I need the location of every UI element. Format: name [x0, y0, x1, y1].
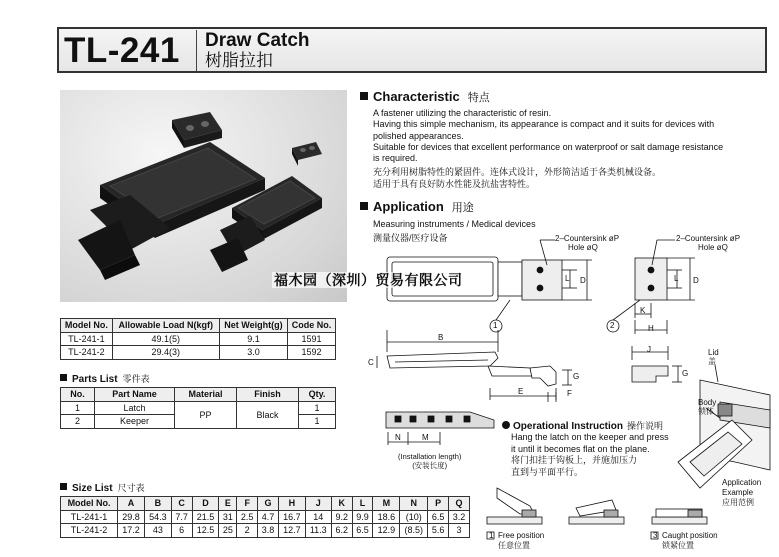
- table-cell: 25: [219, 524, 237, 538]
- part-callout-1-label: 1: [493, 321, 498, 330]
- material-cell: PP: [175, 401, 237, 428]
- table-cell: 12.9: [373, 524, 400, 538]
- dim-label-c: C: [368, 358, 374, 367]
- table-cell: 9.9: [352, 510, 373, 524]
- lid-label: Lid 盖: [708, 348, 719, 366]
- operation-step-1: [487, 488, 542, 524]
- dim-label-g: G: [573, 372, 580, 381]
- body-label: Body 锁体: [698, 398, 717, 416]
- table-cell: 5.6: [428, 524, 449, 538]
- finish-cell: Black: [237, 401, 299, 428]
- table-cell: 31: [219, 510, 237, 524]
- table-cell: 1592: [288, 346, 336, 360]
- column-header: Allowable Load N(kgf): [112, 319, 219, 333]
- dim-label-e: E: [518, 387, 524, 396]
- table-cell: TL-241-1: [61, 510, 118, 524]
- table-cell: 1: [299, 401, 336, 415]
- table-cell: 12.5: [192, 524, 219, 538]
- table-cell: 3.0: [219, 346, 287, 360]
- step-3-label: Caught position 锁紧位置: [662, 531, 718, 550]
- table-row: [61, 524, 470, 538]
- characteristic-line: A fastener utilizing the characteristic of resin.: [373, 108, 552, 118]
- table-cell: 16.7: [278, 510, 305, 524]
- column-header: H: [278, 497, 305, 511]
- bullet-square-icon: [60, 483, 67, 490]
- table-cell: 6.5: [352, 524, 373, 538]
- operation-line: it until it becomes flat on the plane.: [511, 443, 650, 454]
- hole-label-keeper: Hole øQ: [698, 243, 728, 252]
- table-cell: 1: [61, 401, 95, 415]
- application-line-cn: 测量仪器/医疗设备: [373, 233, 448, 244]
- size-list-heading: Size List 尺寸表: [60, 481, 145, 496]
- table-cell: 1: [299, 415, 336, 429]
- dim-label-n: N: [395, 433, 401, 442]
- parts-list-heading: Parts List 零件表: [60, 372, 150, 387]
- table-cell: 9.1: [219, 332, 287, 346]
- column-header: Qty.: [299, 388, 336, 402]
- table-cell: 3: [449, 524, 470, 538]
- characteristic-line-cn: 充分利用树脂特性的紧固件。连体式设计，外形简洁适于各类机械设备。: [373, 167, 662, 178]
- table-cell: 17.2: [118, 524, 145, 538]
- column-header: Finish: [237, 388, 299, 402]
- characteristic-heading: Characteristic 特点: [360, 89, 490, 106]
- column-header: B: [144, 497, 171, 511]
- column-header: Part Name: [95, 388, 175, 402]
- table-cell: 11.3: [305, 524, 331, 538]
- table-cell: 3.2: [449, 510, 470, 524]
- hole-label-latch: Hole øQ: [568, 243, 598, 252]
- column-header: Q: [449, 497, 470, 511]
- operation-line: Hang the latch on the keeper and press: [511, 432, 669, 442]
- step-1-number: 1: [489, 531, 494, 540]
- operation-line-cn: 直到与平面平行。: [511, 466, 584, 477]
- column-header: G: [258, 497, 279, 511]
- size-table-header: [61, 497, 470, 511]
- column-header: E: [219, 497, 237, 511]
- model-table: [60, 318, 336, 360]
- column-header: D: [192, 497, 219, 511]
- application-example-view: [678, 365, 770, 488]
- table-cell: 2.5: [237, 510, 258, 524]
- dim-label-b: B: [438, 333, 444, 342]
- part-callout-2-label: 2: [610, 321, 615, 330]
- operation-step-3: [652, 509, 707, 524]
- column-header: P: [428, 497, 449, 511]
- dim-label-l-keeper: L: [674, 274, 679, 283]
- table-cell: 6: [171, 524, 192, 538]
- dim-label-g-keeper: G: [682, 369, 689, 378]
- column-header: J: [305, 497, 331, 511]
- column-header: A: [118, 497, 145, 511]
- step-1-label: Free position 任意位置: [498, 531, 545, 550]
- table-cell: 14: [305, 510, 331, 524]
- dim-label-k: K: [640, 306, 646, 315]
- operation-step-2: [569, 500, 624, 524]
- table-cell: TL-241-2: [61, 346, 113, 360]
- latch-side-view: [377, 352, 572, 402]
- table-cell: 2: [237, 524, 258, 538]
- bullet-circle-icon: [502, 421, 510, 429]
- characteristic-line: Suitable for devices that excellent performance on waterproof or salt damage resistance: [373, 141, 724, 152]
- keeper-top-view: [635, 240, 695, 334]
- model-table-header: [61, 319, 336, 333]
- installation-length-label: (Installation length) (安装长度): [398, 452, 462, 470]
- table-cell: (10): [400, 510, 428, 524]
- dim-label-l: L: [565, 274, 570, 283]
- table-row: [61, 510, 470, 524]
- table-cell: 49.1(5): [112, 332, 219, 346]
- column-header: Material: [175, 388, 237, 402]
- dim-label-f: F: [567, 389, 572, 398]
- watermark-company: 福木园（深圳）贸易有限公司: [274, 272, 463, 288]
- table-cell: 54.3: [144, 510, 171, 524]
- column-header: K: [331, 497, 352, 511]
- latch-top-view: [387, 240, 592, 301]
- characteristic-line: Having this simple mechanism, its appearance is compact and it suits for devices with: [373, 119, 715, 130]
- table-cell: TL-241-1: [61, 332, 113, 346]
- dim-label-d-keeper: D: [693, 276, 699, 285]
- column-header: F: [237, 497, 258, 511]
- table-cell: 7.7: [171, 510, 192, 524]
- table-cell: 43: [144, 524, 171, 538]
- product-title-cn: 树脂拉扣: [205, 51, 273, 70]
- table-row: [61, 346, 336, 360]
- table-cell: 2: [61, 415, 95, 429]
- column-header: Net Weight(g): [219, 319, 287, 333]
- column-header: No.: [61, 388, 95, 402]
- application-line: Measuring instruments / Medical devices: [373, 219, 536, 229]
- column-header: C: [171, 497, 192, 511]
- characteristic-line-cn: 适用于具有良好防水性能及抗盐害特性。: [373, 178, 536, 189]
- column-header: M: [373, 497, 400, 511]
- table-cell: Keeper: [95, 415, 175, 429]
- table-cell: 29.4(3): [112, 346, 219, 360]
- dim-label-h: H: [648, 324, 654, 333]
- step-3-number: 3: [653, 531, 658, 540]
- table-cell: 6.5: [428, 510, 449, 524]
- dim-label-d: D: [580, 276, 586, 285]
- operation-heading: Operational Instruction 操作说明: [502, 419, 663, 432]
- countersink-label-latch: 2–Countersink øP: [555, 234, 620, 243]
- parts-table-header: [61, 388, 336, 402]
- column-header: Code No.: [288, 319, 336, 333]
- table-cell: TL-241-2: [61, 524, 118, 538]
- operation-text: [511, 432, 669, 478]
- table-row: [61, 401, 336, 415]
- operation-line-cn: 将门扣挂于钩板上，并施加压力: [511, 455, 638, 465]
- column-header: L: [352, 497, 373, 511]
- product-title-en: Draw Catch: [205, 30, 310, 51]
- installation-view: [386, 412, 494, 445]
- application-example-label: Application Example 应用范例: [722, 478, 762, 507]
- dim-label-j: J: [647, 345, 651, 354]
- column-header: N: [400, 497, 428, 511]
- size-table: [60, 496, 470, 538]
- bullet-square-icon: [60, 374, 67, 381]
- column-header: Model No.: [61, 497, 118, 511]
- column-header: Model No.: [61, 319, 113, 333]
- table-cell: 29.8: [118, 510, 145, 524]
- countersink-label-keeper: 2–Countersink øP: [676, 234, 741, 243]
- table-cell: 12.7: [278, 524, 305, 538]
- table-cell: 1591: [288, 332, 336, 346]
- table-cell: 3.8: [258, 524, 279, 538]
- table-row: [61, 332, 336, 346]
- dim-label-m: M: [422, 433, 429, 442]
- table-cell: 4.7: [258, 510, 279, 524]
- table-cell: 9.2: [331, 510, 352, 524]
- parts-table: [60, 387, 336, 429]
- characteristic-line: polished appearances.: [373, 130, 464, 141]
- table-cell: 18.6: [373, 510, 400, 524]
- table-cell: 21.5: [192, 510, 219, 524]
- model-number: TL-241: [64, 31, 180, 70]
- table-cell: (8.5): [400, 524, 428, 538]
- table-cell: Latch: [95, 401, 175, 415]
- keeper-side-view: [632, 346, 682, 382]
- characteristic-line: is required.: [373, 153, 418, 164]
- application-heading: Application 用途: [360, 199, 474, 216]
- table-cell: 6.2: [331, 524, 352, 538]
